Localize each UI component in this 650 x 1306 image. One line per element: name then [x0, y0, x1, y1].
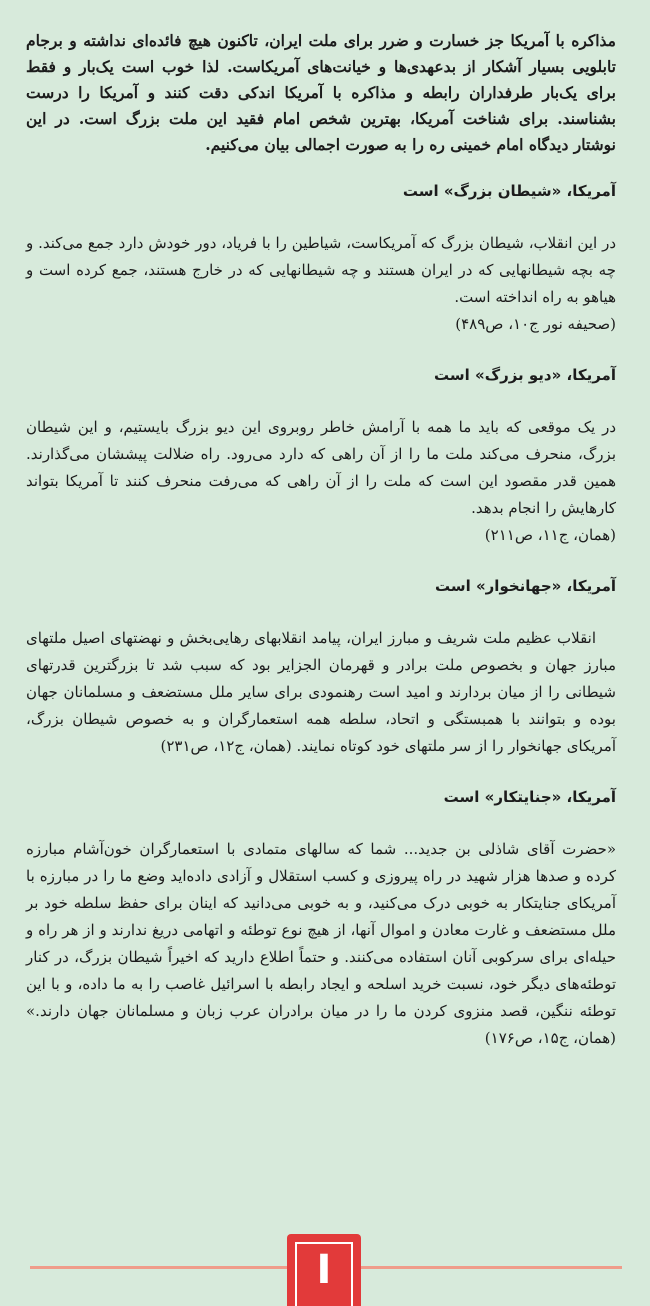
- quote-paragraph: انقلاب عظیم ملت شریف و مبارز ایران، پیامد انقلابهای رهایی‌بخش و نهضتهای اصیل ملتهای مبارز جهان و بخصوص ملت برادر و قهرمان الجزایر بود که سبب شد تا بزرگترین قدرتهای شیطانی را از میان بردارند و امید است رهنمودی برای سایر ملل مستضعف و مسلمانان جهان بوده و بتوانند با همبستگی و اتحاد، سلطه همه استعمارگران و به خصوص شیطان بزرگ، آمریکای جهانخوار را از سر ملتهای خود کوتاه نمایند. (همان، ج۱۲، ص۲۳۱): [26, 629, 616, 755]
- quote-paragraph: «حضرت آقای شاذلی بن جدید... شما که سالهای متمادی با استعمارگران خون‌آشام مبارزه کرده و صدها هزار شهید در راه پیروزی و کسب استقلال و آزادی داده‌اید وضع ما را در مبارزه با آمریکای جنایتکار به خوبی درک می‌کنید، و به خوبی می‌دانید که اینان برای حفظ سلطه خود بر ملل مستضعف و غارت معادن و اموال آنها، از هیچ نوع توطئه و اتهامی دریغ ندارند و از هر راه و حیله‌ای برای سرکوبی آنان استفاده می‌کنند. و حتماً اطلاع دارید که اخیراً شیطان بزرگ، در کنار توطئه‌های دیگر خود، نسبت خرید اسلحه و ایجاد رابطه با اسرائیل غاصب را به ما داده، و با این توطئه ننگین، قصد منزوی کردن ما را در میان برادران عرب زبان و مسلمانان جهان دارند.» (همان، ج۱۵، ص۱۷۶): [26, 840, 616, 1047]
- section-heading: آمریکا، «شیطان بزرگ» است: [402, 182, 616, 200]
- section-criminal: [26, 786, 616, 1052]
- page-number: I: [316, 1247, 332, 1293]
- quote-paragraph: در این انقلاب، شیطان بزرگ که آمریکاست، شیاطین را با فریاد، دور خودش دارد جمع می‌کند. و چه بچه شیطانهایی که در ایران هستند و چه شیطانهایی که در خارج هستند، جمع کرده است و هیاهو به راه انداخته است.: [26, 234, 616, 306]
- section-heading: آمریکا، «دیو بزرگ» است: [434, 366, 616, 384]
- quote-paragraph: در یک موقعی که باید ما همه با آرامش خاطر روبروی این دیو بزرگ بایستیم، و این شیطان بزرگ، منحرف می‌کند ملت ما را از آن راهی که دارد می‌رود. راه ضلالت پیششان می‌گذارند. همین قدر مقصود این است که ملت را از آن راهی که می‌رفت منحرف کنند تا آمریکا بتواند کارهایش را انجام بدهد.: [26, 418, 616, 517]
- section-world-devourer: [26, 575, 616, 760]
- section-heading: آمریکا، «جهانخوار» است: [434, 577, 616, 595]
- page-number-badge: [287, 1234, 361, 1306]
- quote-source: (همان، ج۱۱، ص۲۱۱): [484, 526, 616, 544]
- intro-paragraph: مذاکره با آمریکا جز خسارت و ضرر برای ملت ایران، تاکنون هیچ فائده‌ای نداشته و برجام تابلویی بسیار آشکار از بدعهدی‌ها و خیانت‌های آمریکاست. لذا خوب است یک‌بار و فقط برای یک‌بار طرفداران رابطه و مذاکره با آمریکا اندکی دقت کنند و آمریکا را درست بشناسند. برای شناخت آمریکا، بهترین شخص امام فقید این ملت بزرگ است. در این نوشتار دیدگاه امام خمینی ره را به صورت اجمالی بیان می‌کنیم.: [26, 31, 616, 154]
- section-great-satan: [26, 180, 616, 338]
- quote-source: (صحیفه نور ج۱۰، ص۴۸۹): [455, 315, 616, 333]
- section-heading: آمریکا، «جنایتکار» است: [443, 788, 616, 806]
- section-great-demon: [26, 364, 616, 549]
